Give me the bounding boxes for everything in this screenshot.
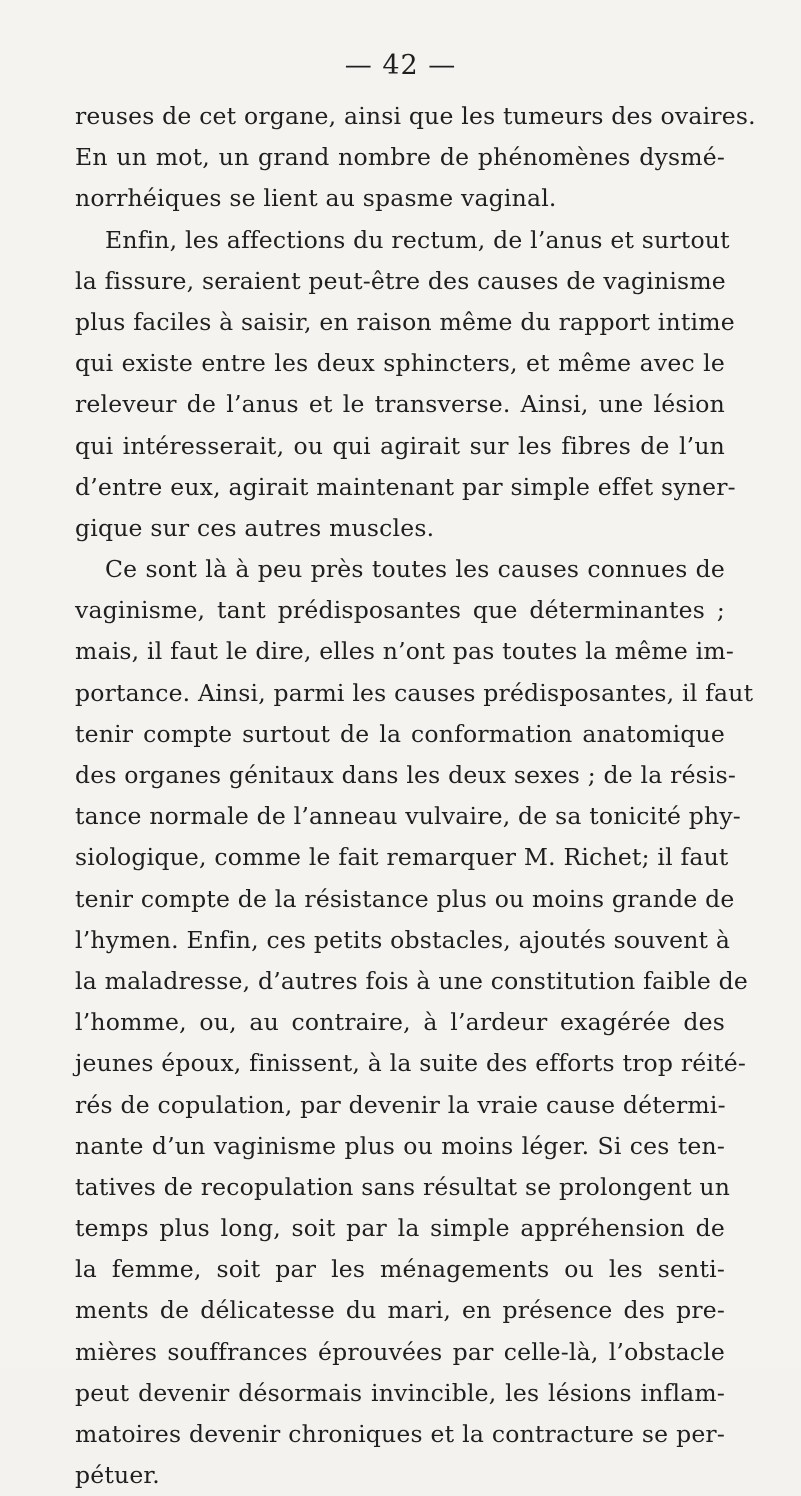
body-text [75, 96, 756, 1496]
text-line: reuses de cet organe, ainsi que les tumeurs des ovaires. [75, 102, 756, 130]
text-line: peut devenir désormais invincible, les lésions inflam- [75, 1378, 725, 1407]
text-line: l’hymen. Enfin, ces petits obstacles, ajoutés souvent à [75, 925, 731, 954]
text-line: la femme, soit par les ménagements ou les senti- [75, 1255, 725, 1284]
text-line: vaginisme, tant prédisposantes que déterminantes ; [75, 596, 725, 625]
text-line: tenir compte surtout de la conformation anatomique [75, 719, 725, 748]
text-line: releveur de l’anus et le transverse. Ainsi, une lésion [75, 390, 725, 419]
text-line: siologique, comme le fait remarquer M. Richet; il faut [75, 843, 729, 872]
text-line: tance normale de l’anneau vulvaire, de sa tonicité phy- [75, 802, 741, 831]
text-line: jeunes époux, finissent, à la suite des efforts trop réité- [75, 1049, 746, 1078]
text-line: ments de délicatesse du mari, en présence des pre- [75, 1296, 725, 1325]
text-line: mais, il faut le dire, elles n’ont pas toutes la même im- [75, 637, 734, 666]
text-line: matoires devenir chroniques et la contracture se per- [75, 1420, 725, 1448]
text-line: temps plus long, soit par la simple appréhension de [75, 1214, 725, 1243]
page-number: — 42 — [344, 50, 457, 81]
text-line: Enfin, les affections du rectum, de l’anus et surtout [105, 225, 730, 254]
text-line: l’homme, ou, au contraire, à l’ardeur exagérée des [75, 1008, 725, 1037]
text-line: pétuer. [75, 1461, 160, 1490]
text-line: tatives de recopulation sans résultat se prolongent un [75, 1172, 731, 1201]
text-line: plus faciles à saisir, en raison même du rapport intime [75, 307, 735, 336]
text-line: Ce sont là à peu près toutes les causes connues de [105, 555, 725, 584]
text-line: d’entre eux, agirait maintenant par simple effet syner- [75, 472, 736, 501]
text-line: norrhéiques se lient au spasme vaginal. [75, 184, 557, 213]
text-line: mières souffrances éprouvées par celle-là, l’obstacle [75, 1337, 725, 1366]
text-line: des organes génitaux dans les deux sexes ; de la résis- [75, 761, 737, 789]
text-line: la maladresse, d’autres fois à une constitution faible de [75, 966, 749, 995]
text-line: la fissure, seraient peut-être des causes de vaginisme [75, 266, 726, 295]
text-line: En un mot, un grand nombre de phénomènes dysmé- [75, 143, 725, 172]
text-line: rés de copulation, par devenir la vraie cause détermi- [75, 1090, 726, 1119]
text-line: nante d’un vaginisme plus ou moins léger. Si ces ten- [75, 1131, 725, 1160]
text-line: qui existe entre les deux sphincters, et même avec le [75, 349, 725, 378]
text-line: tenir compte de la résistance plus ou moins grande de [75, 884, 735, 913]
text-line: qui intéresserait, ou qui agirait sur les fibres de l’un [75, 431, 725, 460]
text-line: portance. Ainsi, parmi les causes prédisposantes, il faut [75, 678, 754, 707]
text-line: gique sur ces autres muscles. [75, 513, 435, 542]
